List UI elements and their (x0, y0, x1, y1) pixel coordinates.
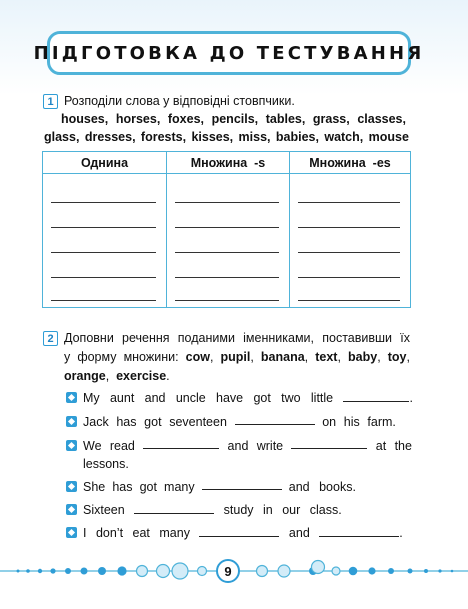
word: Jack (83, 415, 109, 429)
answer-blank[interactable]: . (343, 389, 412, 407)
answer-line[interactable] (298, 252, 400, 253)
word: поставивши (322, 331, 393, 345)
noun-word: text, (315, 350, 341, 364)
noun-word: baby, (348, 350, 381, 364)
sentence-2 (83, 413, 396, 431)
noun-word: pupil, (220, 350, 254, 364)
column-plural-s[interactable] (166, 174, 289, 307)
word: and (144, 391, 166, 405)
word: farm. (367, 415, 396, 429)
word: little (310, 391, 334, 405)
exercise-1-number: 1 (43, 94, 58, 109)
word: aunt (109, 391, 135, 405)
answer-line[interactable] (175, 227, 279, 228)
word: got (253, 391, 271, 405)
column-header-plural-s: Множина -s (166, 152, 289, 174)
answer-line[interactable] (298, 277, 400, 278)
page-number: 9 (216, 559, 240, 583)
word: My (83, 391, 100, 405)
noun-word: toy, (387, 350, 410, 364)
word: речення (122, 331, 170, 345)
word: seventeen (169, 415, 227, 429)
title-box (33, 31, 425, 75)
word: classes, (357, 112, 406, 126)
noun-word: banana, (260, 350, 309, 364)
word: у (64, 350, 71, 364)
word: and (227, 439, 249, 453)
answer-blank[interactable] (143, 437, 219, 449)
word: Доповни (64, 331, 114, 345)
word: miss, (238, 130, 271, 144)
sentence-3-continued: lessons. (83, 457, 129, 471)
answer-line[interactable] (298, 202, 400, 203)
noun-word: cow, (185, 350, 214, 364)
word: їх (400, 331, 410, 345)
word: множини: (123, 350, 179, 364)
sentence-1 (83, 389, 413, 407)
answer-blank[interactable] (134, 502, 214, 514)
word: pencils, (211, 112, 259, 126)
word: glass, (44, 130, 80, 144)
sentence-5 (83, 501, 342, 519)
word: his (343, 415, 360, 429)
answer-line[interactable] (51, 252, 156, 253)
answer-line[interactable] (175, 277, 279, 278)
page-title: ПІДГОТОВКА ДО ТЕСТУВАННЯ (33, 42, 425, 64)
word: and books. (288, 480, 356, 494)
word: has (116, 415, 137, 429)
word: study in our class. (223, 503, 342, 517)
exercise-2-instruction-line-2 (64, 348, 410, 366)
word: got (144, 415, 162, 429)
noun-word: orange (64, 369, 106, 383)
word: Sixteen (83, 503, 125, 517)
word: read (109, 439, 135, 453)
sentence-4 (83, 478, 356, 496)
answer-blank[interactable]: . (319, 526, 402, 540)
word: She (83, 480, 106, 494)
noun-word: exercise (116, 369, 167, 383)
bullet-icon (66, 504, 77, 515)
column-header-singular: Однина (43, 152, 166, 174)
answer-line[interactable] (298, 227, 400, 228)
answer-line[interactable] (175, 252, 279, 253)
word: at (375, 439, 387, 453)
bullet-icon (66, 481, 77, 492)
word: mouse (368, 130, 409, 144)
bullet-icon (66, 416, 77, 427)
word-list-line-1 (61, 110, 406, 128)
word: tables, (265, 112, 306, 126)
answer-blank[interactable] (199, 525, 279, 537)
bullet-icon (66, 440, 77, 451)
bullet-icon (66, 527, 77, 538)
word: and (288, 526, 310, 540)
answer-line[interactable] (51, 277, 156, 278)
bullet-icon (66, 392, 77, 403)
word: the (394, 439, 412, 453)
word: forests, (140, 130, 187, 144)
answer-blank[interactable] (291, 437, 367, 449)
word: форму (77, 350, 117, 364)
word: kisses, (191, 130, 234, 144)
sentence-3 (83, 437, 412, 455)
word: horses, (115, 112, 161, 126)
sort-table (42, 151, 411, 308)
word: іменниками, (243, 331, 315, 345)
answer-line[interactable] (51, 202, 156, 203)
word: dresses, (84, 130, 136, 144)
exercise-2-instruction-line-3: orange, exercise. (64, 369, 170, 383)
word: houses, (61, 112, 109, 126)
word: has (112, 480, 133, 494)
answer-blank[interactable] (235, 413, 315, 425)
word: We (83, 439, 102, 453)
answer-line[interactable] (51, 300, 156, 301)
column-header-plural-es: Множина -es (289, 152, 410, 174)
answer-line[interactable] (298, 300, 400, 301)
column-plural-es[interactable] (289, 174, 410, 307)
word: babies, (275, 130, 319, 144)
word: on (322, 415, 337, 429)
word: watch, (324, 130, 364, 144)
exercise-1-instruction: Розподіли слова у відповідні стовпчики. (64, 94, 295, 108)
answer-line[interactable] (175, 202, 279, 203)
exercise-2-number: 2 (43, 331, 58, 346)
column-singular[interactable] (43, 174, 166, 307)
exercise-2-instruction-line-1 (64, 329, 410, 347)
word: foxes, (167, 112, 205, 126)
answer-line[interactable] (175, 300, 279, 301)
word: many (164, 480, 195, 494)
sentence-6 (83, 524, 403, 542)
word: got (139, 480, 157, 494)
word: two (281, 391, 301, 405)
word: I don’t eat many (83, 526, 190, 540)
word: have (216, 391, 244, 405)
word-list-line-2 (44, 128, 409, 146)
word: поданими (177, 331, 235, 345)
word: grass, (312, 112, 350, 126)
word: write (256, 439, 284, 453)
answer-line[interactable] (51, 227, 156, 228)
answer-blank[interactable] (202, 478, 282, 490)
word: uncle (175, 391, 206, 405)
